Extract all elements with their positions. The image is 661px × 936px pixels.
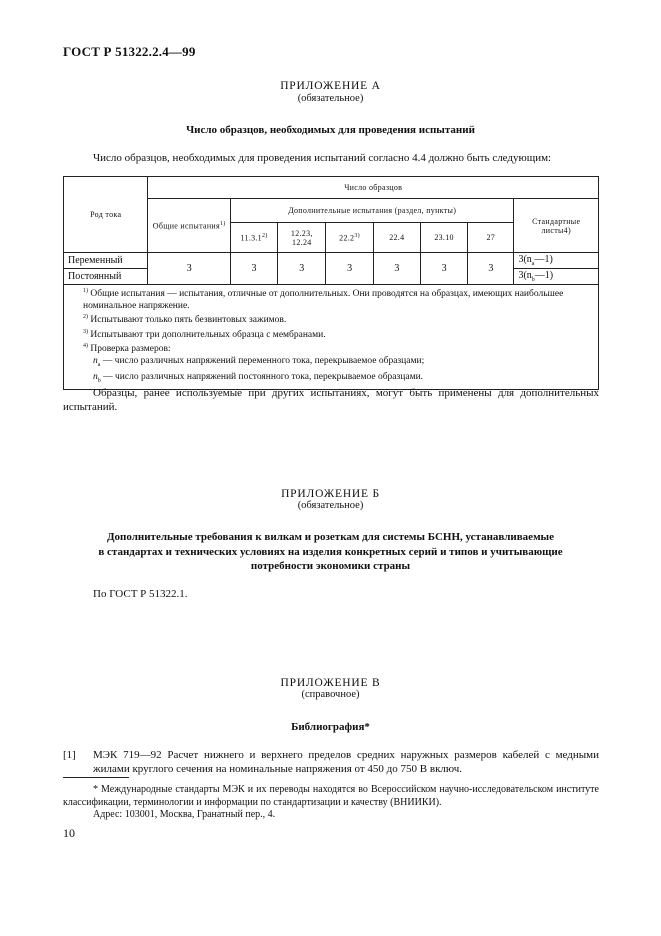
subcol-header: 23.10 (420, 223, 467, 253)
page-number: 10 (63, 826, 75, 840)
note-2: $^{2)}$ Испытывают только пять безвинтовых зажимов. (83, 314, 287, 326)
appendix-a-after: Образцы, ранее используемые при других испытаниях, могут быть применены для дополнительных испытаний. (63, 387, 599, 413)
col-samples-header: Число образцов (148, 177, 599, 199)
subcol-header: 12.23, 12.24 (278, 223, 326, 253)
row-ac-label: Переменный (64, 253, 148, 269)
col-standard-header: Стандартные листы4) (514, 199, 599, 253)
table-cell: 3 (230, 253, 277, 285)
appendix-b-text: По ГОСТ Р 51322.1. (93, 588, 188, 600)
note-3: $^{3)}$ Испытывают три дополнительных образца с мембранами. (83, 328, 326, 340)
footnote-rule (63, 777, 129, 778)
appendix-c-label: ПРИЛОЖЕНИЕ В (280, 677, 381, 689)
table-cell: 3 (373, 253, 420, 285)
note-na: $n_a$ — число различных напряжений переменного тока, перекрываемое образцами; (93, 356, 425, 369)
table-cell: 3 (468, 253, 514, 285)
document-code: ГОСТ Р 51322.2.4—99 (63, 44, 196, 59)
appendix-c-title: Библиография* (291, 721, 370, 733)
appendix-b-status: (обязательное) (297, 500, 364, 511)
footnote-address: Адрес: 103001, Москва, Гранатный пер., 4. (93, 809, 276, 820)
appendix-b-title-line-3: потребности экономики страны (250, 560, 411, 572)
subcol-header: 22.4 (373, 223, 420, 253)
note-4: $^{4)}$ Проверка размеров: (83, 343, 171, 355)
col-additional-header: Дополнительные испытания (раздел, пункты) (230, 199, 514, 223)
note-nb: $n_b$ — число различных напряжений постоянного тока, перекрываемое образцами. (93, 371, 424, 384)
appendix-b-title-line-2: в стандартах и технических условиях на изделия конкретных серий и типов и учитывающие (98, 546, 563, 558)
appendix-a-status: (обязательное) (297, 93, 364, 104)
samples-table (63, 176, 599, 390)
row-dc-standard: $3(n_b—1)$ (514, 269, 599, 285)
subcol-header: 27 (468, 223, 514, 253)
row-dc-label: Постоянный (64, 269, 148, 285)
appendix-b-label: ПРИЛОЖЕНИЕ Б (281, 488, 380, 500)
footnote-text: * Международные стандарты МЭК и их переводы находятся во Всероссийском научно-исследовательском институте классификации, терминологии и информации по стандартизации и качеству (ВНИИКИ). (63, 784, 599, 808)
table-cell: 3 (148, 253, 230, 285)
appendix-a-label: ПРИЛОЖЕНИЕ А (280, 80, 381, 92)
appendix-a-intro: Число образцов, необходимых для проведения испытаний согласно 4.4 должно быть следующим: (93, 152, 552, 164)
reference-text: МЭК 719—92 Расчет нижнего и верхнего пределов средних наружных размеров кабелей с медными жилами круглого сечения на номинальные напряжения от 450 до 750 В включ. (93, 749, 599, 775)
table-cell: 3 (278, 253, 326, 285)
table-cell: 3 (420, 253, 467, 285)
note-1: $^{1)}$ Общие испытания — испытания, отличные от дополнительных. Они проводятся на образцах, имеющих наибольшее номинальное напряжение. (83, 288, 564, 311)
table-notes (64, 285, 599, 390)
appendix-b-title-line-1: Дополнительные требования к вилкам и розеткам для системы БСНН, устанавливаемые (106, 531, 555, 543)
subcol-header: 11.3.1$^{2)}$ (230, 223, 277, 253)
row-ac-standard: $3(n_a—1)$ (514, 253, 599, 269)
appendix-a-title: Число образцов, необходимых для проведения испытаний (186, 124, 475, 136)
reference-number: [1] (63, 749, 76, 761)
subcol-header: 22.2$^{3)}$ (326, 223, 373, 253)
col-general-header: Общие испытания$^{1)}$ (148, 199, 230, 253)
col-current-header: Род тока (64, 177, 148, 253)
table-cell: 3 (326, 253, 373, 285)
appendix-c-status: (справочное) (301, 689, 360, 700)
